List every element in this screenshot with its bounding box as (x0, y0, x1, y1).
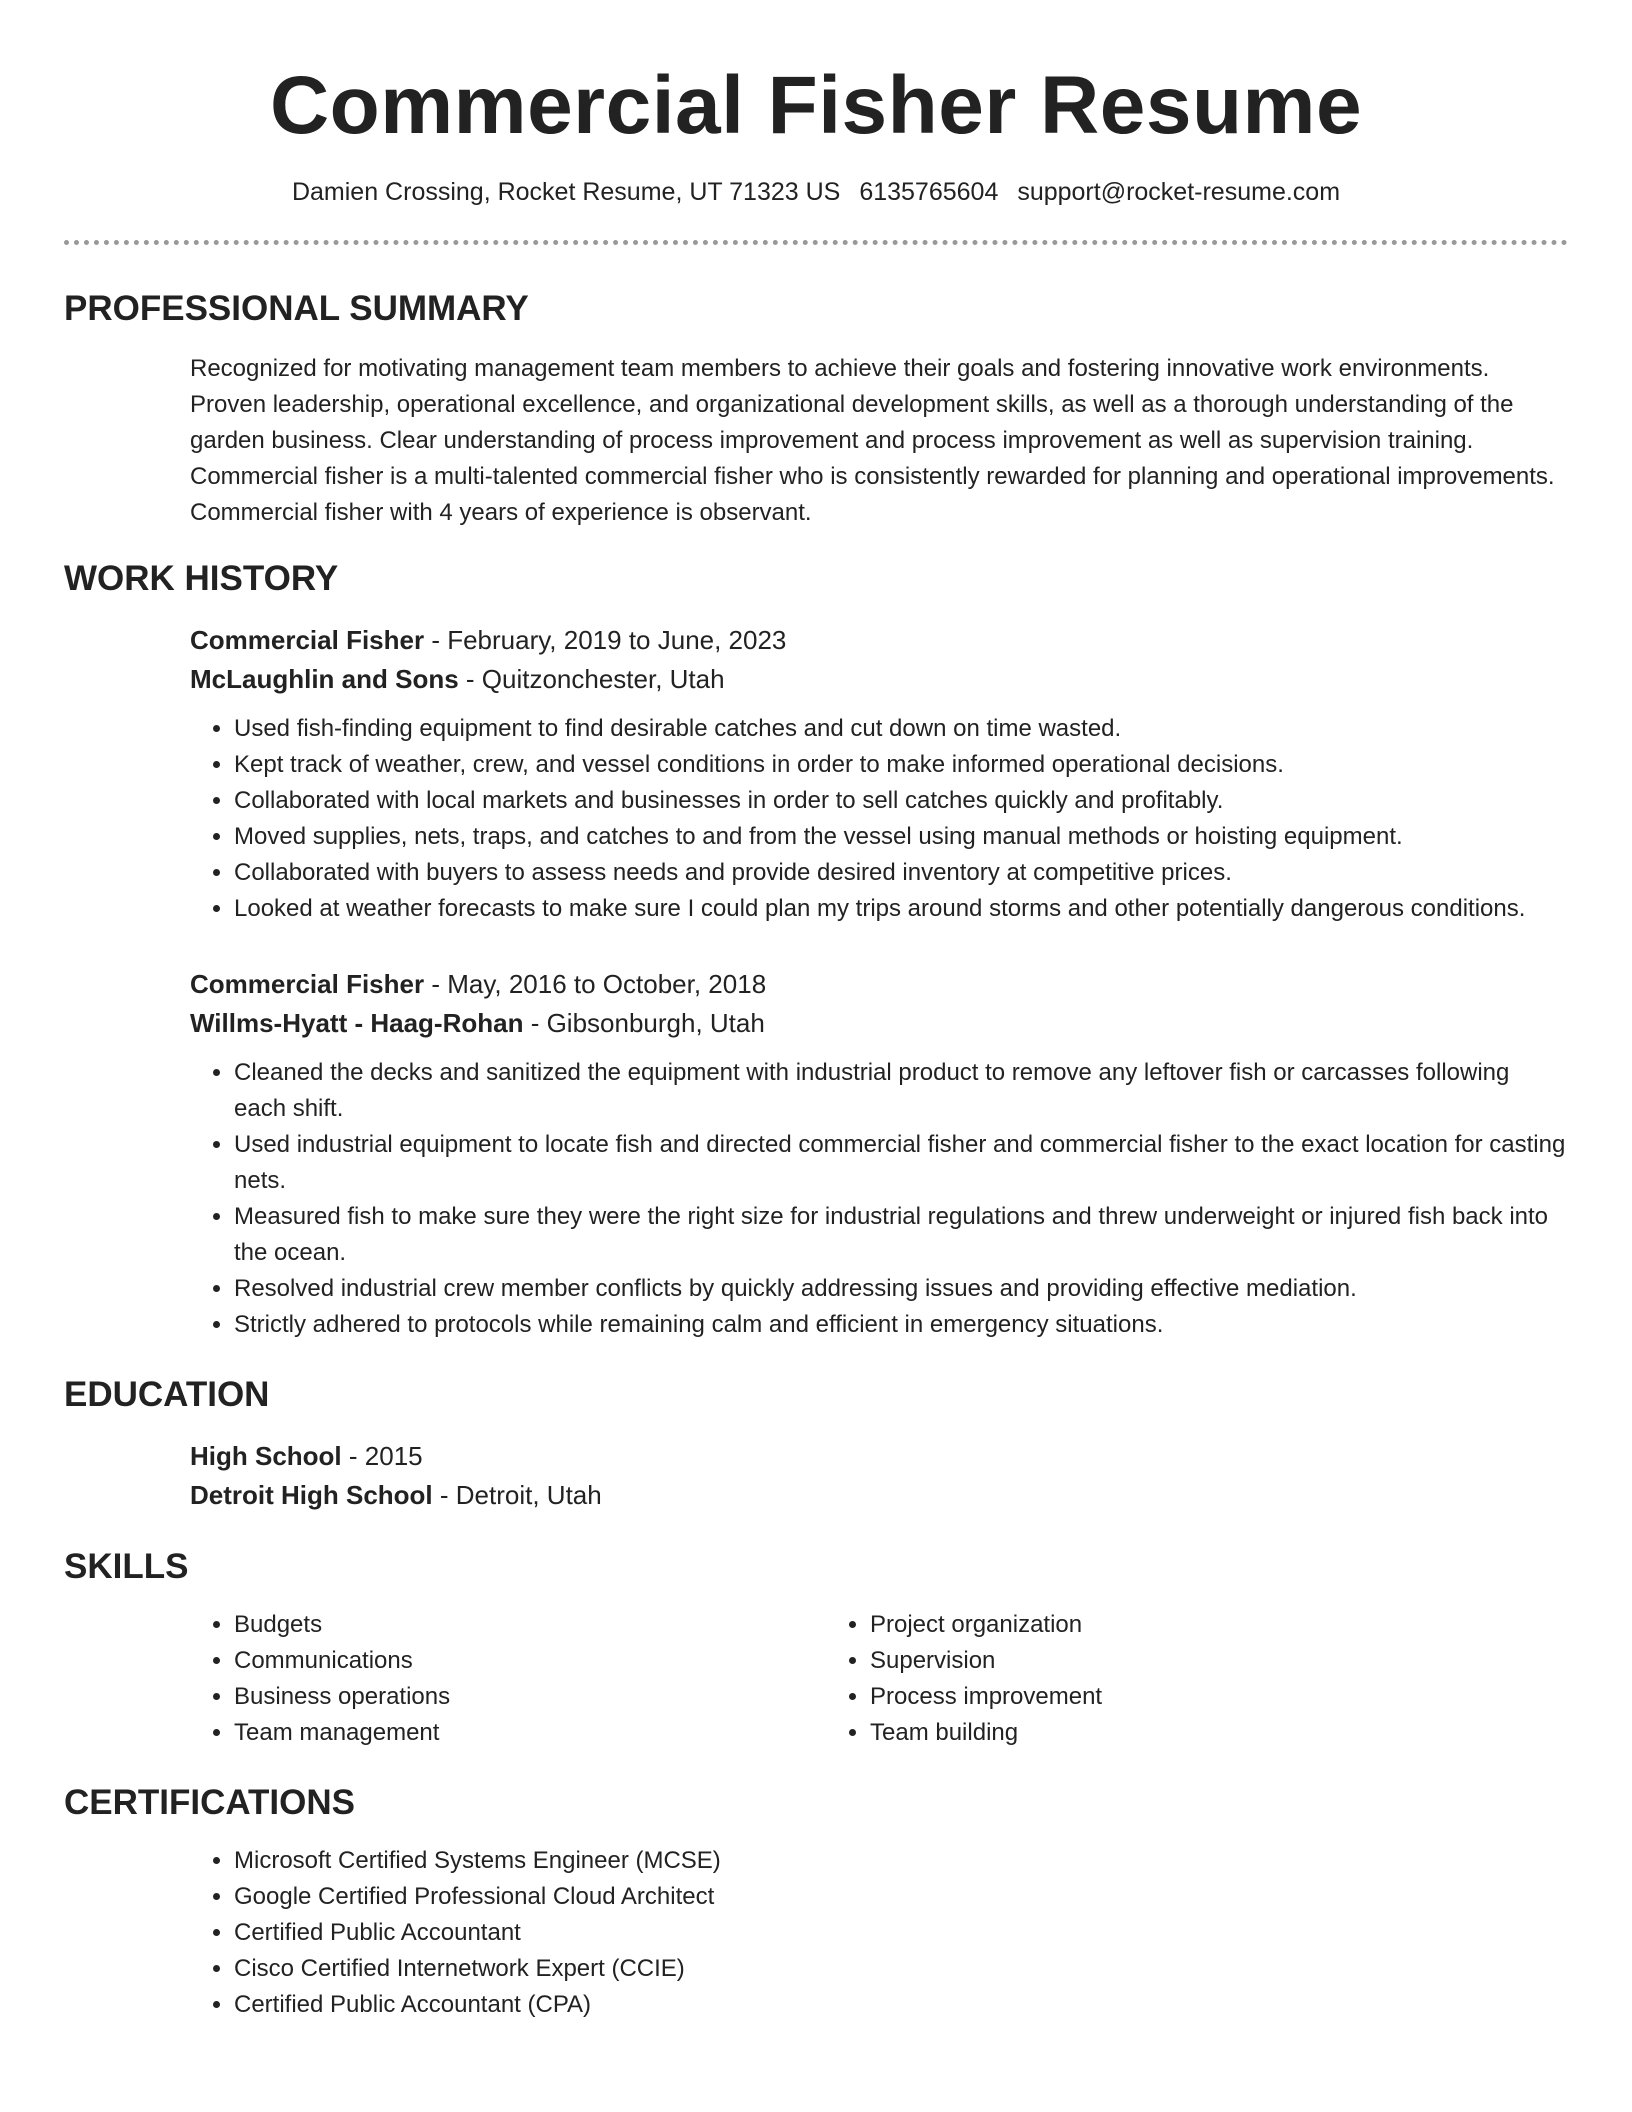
certifications-bullets (190, 1843, 1568, 2023)
job-company: McLaughlin and Sons (190, 664, 459, 694)
list-item: • Microsoft Certified Systems Engineer (MCSE) (234, 1843, 1568, 1879)
job-entry (190, 621, 1568, 927)
job-company-line: McLaughlin and Sons - Quitzonchester, Utah (190, 664, 725, 694)
job-dates: May, 2016 to October, 2018 (447, 969, 767, 999)
education-heading: EDUCATION (64, 1375, 270, 1414)
job-title-line: Commercial Fisher - February, 2019 to June, 2023 (190, 625, 787, 655)
job-bullets (190, 1055, 1568, 1343)
job-bullets (190, 711, 1568, 927)
education-school-line: Detroit High School - Detroit, Utah (190, 1480, 602, 1510)
contact-address: Damien Crossing, Rocket Resume, UT 71323 US (291, 178, 841, 206)
skills-section (64, 1545, 1568, 1751)
list-item: • Kept track of weather, crew, and vessel conditions in order to make informed operational decisions. (234, 747, 1568, 783)
certifications-list (190, 1843, 1568, 2023)
education-year: 2015 (364, 1441, 423, 1471)
list-item: • Resolved industrial crew member conflicts by quickly addressing issues and providing effective mediation. (234, 1271, 1568, 1307)
skills-heading: SKILLS (64, 1547, 189, 1586)
job-entry (190, 965, 1568, 1343)
job-title: Commercial Fisher (190, 969, 425, 999)
education-degree-line: High School - 2015 (190, 1441, 423, 1471)
list-item: • Used fish-finding equipment to find desirable catches and cut down on time wasted. (234, 711, 1568, 747)
summary-text: Recognized for motivating management team members to achieve their goals and fostering innovative work environments. Proven leadership, operational excellence, and organizational development skills, as well as a thorough understanding of the garden business. Clear understanding of process improvement and process improvement as well as supervision training. Commercial fisher is a multi-talented commercial fisher who is consistently rewarded for planning and operational improvements. Commercial fisher with 4 years of experience is observant. (190, 355, 1555, 526)
education-entry (190, 1437, 1568, 1515)
certifications-heading: CERTIFICATIONS (64, 1783, 356, 1822)
list-item: • Business operations (234, 1679, 826, 1715)
skills-grid (190, 1607, 1568, 1751)
list-item: • Collaborated with buyers to assess needs and provide desired inventory at competitive prices. (234, 855, 1568, 891)
header-divider (64, 240, 1568, 245)
list-item: • Used industrial equipment to locate fish and directed commercial fisher and commercial fisher to the exact location for casting nets. (234, 1127, 1568, 1199)
job-location: Gibsonburgh, Utah (546, 1008, 765, 1038)
education-location: Detroit, Utah (455, 1480, 602, 1510)
summary-heading: PROFESSIONAL SUMMARY (64, 289, 529, 328)
job-company-line: Willms-Hyatt - Haag-Rohan - Gibsonburgh, Utah (190, 1008, 765, 1038)
skills-column-right (826, 1607, 1462, 1751)
skills-column-left (190, 1607, 826, 1751)
list-item: • Cisco Certified Internetwork Expert (CCIE) (234, 1951, 1568, 1987)
list-item: • Team management (234, 1715, 826, 1751)
job-location: Quitzonchester, Utah (481, 664, 725, 694)
job-dates: February, 2019 to June, 2023 (447, 625, 787, 655)
list-item: • Collaborated with local markets and businesses in order to sell catches quickly and profitably. (234, 783, 1568, 819)
list-item: • Looked at weather forecasts to make sure I could plan my trips around storms and other potentially dangerous conditions. (234, 891, 1568, 927)
list-item: • Strictly adhered to protocols while remaining calm and efficient in emergency situations. (234, 1307, 1568, 1343)
certifications-section (64, 1781, 1568, 2023)
list-item: • Certified Public Accountant (234, 1915, 1568, 1951)
education-school: Detroit High School (190, 1480, 433, 1510)
list-item: • Cleaned the decks and sanitized the equipment with industrial product to remove any leftover fish or carcasses following each shift. (234, 1055, 1568, 1127)
job-title-line: Commercial Fisher - May, 2016 to October, 2018 (190, 969, 767, 999)
list-item: • Google Certified Professional Cloud Architect (234, 1879, 1568, 1915)
contact-email: support@rocket-resume.com (1017, 178, 1341, 206)
job-company: Willms-Hyatt - Haag-Rohan (190, 1008, 524, 1038)
summary-section (64, 287, 1568, 531)
work-heading: WORK HISTORY (64, 559, 339, 598)
work-section (64, 557, 1568, 1343)
contact-phone: 6135765604 (859, 178, 999, 206)
list-item: • Certified Public Accountant (CPA) (234, 1987, 1568, 2023)
list-item: • Team building (870, 1715, 1462, 1751)
education-section (64, 1373, 1568, 1515)
list-item: • Moved supplies, nets, traps, and catches to and from the vessel using manual methods or hoisting equipment. (234, 819, 1568, 855)
list-item: • Project organization (870, 1607, 1462, 1643)
list-item: • Budgets (234, 1607, 826, 1643)
contact-line (64, 176, 1568, 208)
list-item: • Communications (234, 1643, 826, 1679)
list-item: • Process improvement (870, 1679, 1462, 1715)
list-item: • Supervision (870, 1643, 1462, 1679)
education-degree: High School (190, 1441, 342, 1471)
list-item: • Measured fish to make sure they were the right size for industrial regulations and threw underweight or injured fish back into the ocean. (234, 1199, 1568, 1271)
job-title: Commercial Fisher (190, 625, 425, 655)
resume-title: Commercial Fisher Resume (269, 60, 1363, 151)
